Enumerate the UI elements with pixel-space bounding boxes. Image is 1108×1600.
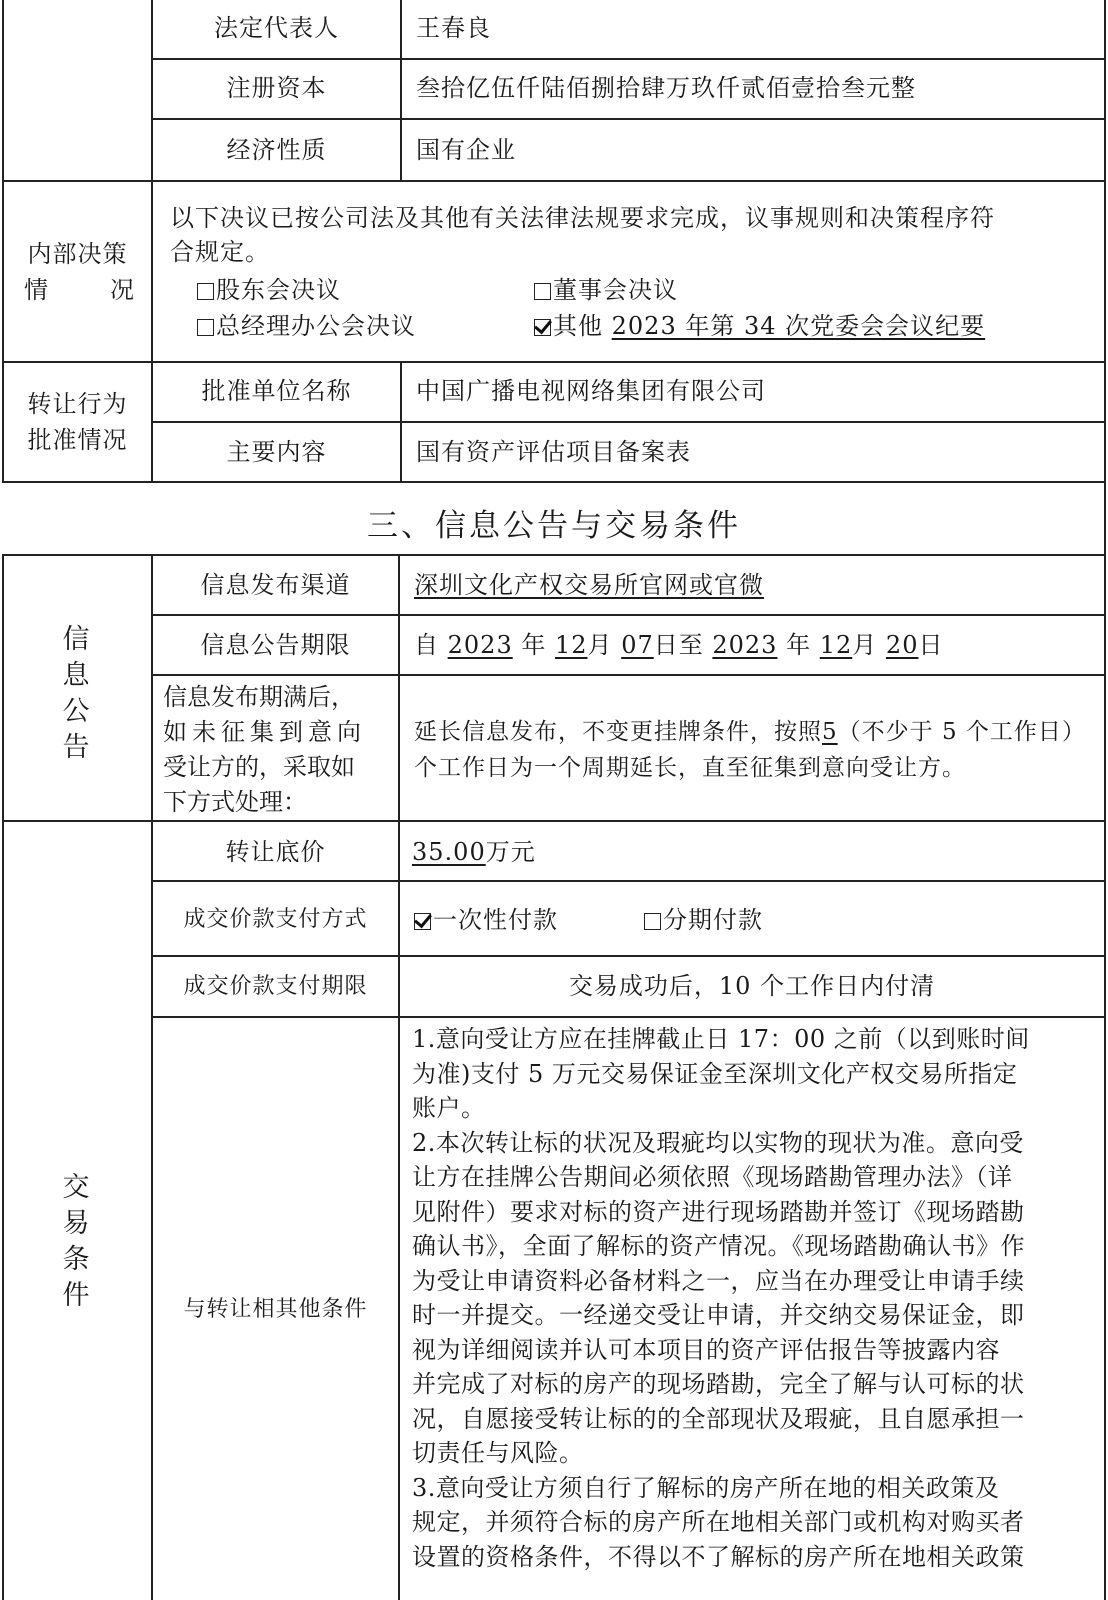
expiry-text-line2: 个工作日为一个周期延长，直至征集到意向受让方。 [414, 755, 966, 781]
trade-header: 交 易 条 件 [62, 1172, 90, 1311]
section-title: 三、信息公告与交易条件 [367, 508, 741, 544]
option-other[interactable]: 其他 2023 年第 34 次党委会会议纪要 [534, 310, 985, 342]
approval-header-1: 转让行为 [27, 390, 128, 418]
expiry-text-line1: 延长信息发布，不变更挂牌条件，按照5（不少于 5 个工作日） [414, 719, 1086, 745]
info-header: 信 息 公 告 [62, 624, 90, 763]
internal-desc-line2: 合规定。 [170, 238, 270, 266]
internal-decision-header-2: 情 况 [24, 276, 134, 304]
channel-value: 深圳文化产权交易所官网或官微 [414, 571, 764, 599]
period-label: 信息公告期限 [200, 631, 351, 659]
approval-content-value: 国有资产评估项目备案表 [416, 438, 691, 466]
internal-decision-header: 内部决策 [27, 240, 128, 268]
approval-content-label: 主要内容 [226, 438, 327, 466]
payment-once-option[interactable]: 一次性付款 [414, 904, 558, 936]
approval-header-2: 批准情况 [27, 426, 128, 454]
reg-capital-label: 注册资本 [226, 74, 327, 102]
price-value: 35.00万元 [412, 838, 536, 866]
other-decision-value: 2023 年第 34 次党委会会议纪要 [611, 312, 986, 340]
checkbox-board[interactable] [534, 283, 551, 300]
period-value: 自 2023 年 12月 07日至 2023 年 12月 20日 [414, 631, 944, 659]
approval-unit-value: 中国广播电视网络集团有限公司 [416, 377, 766, 405]
checkbox-pay-installment[interactable] [644, 913, 661, 930]
payment-deadline-label: 成交价款支付期限 [183, 974, 368, 999]
price-label: 转让底价 [225, 838, 326, 866]
payment-method-label: 成交价款支付方式 [183, 907, 368, 932]
expiry-label: 信息发布期满后， 如未征集到意向 受让方的，采取如 下方式处理： [163, 683, 366, 816]
approval-unit-label: 批准单位名称 [201, 377, 352, 405]
other-conditions-text: 1.意向受让方应在挂牌截止日 17：00 之前（以到账时间 为准)支付 5 万元交易保证金至深圳文化产权交易所指定 账户。 2.本次转让标的状况及瑕疵均以实物的现状为准。意向受 让方在挂牌公告期间必须依照《现场踏勘管理办法》（详 见附件）要求对标的资产进行现场踏勘并签订《现场踏勘 确认书》，全面了解标的资产情况。《现场踏勘确认书》作 为受让申请资料必备材料之一，应当在办理受让申请手续 时一并提交。一经递交受让申请，并交纳交易保证金，即 视为详细阅读并认可本项目的资产评估报告等披露内容 并完成了对标的房产的现场踏勘，完全了解与认可标的状 况，自愿接受转让标的的全部现状及瑕疵，且自愿承担一 切责任与风险。 3.意向受让方须自行了解标的房产所在地的相关政策及 规定，并须符合标的房产所在地相关部门或机构对购买者 设置的资格条件，不得以不了解标的房产所在地相关政策 [412, 1025, 1030, 1571]
checkbox-pay-once-checked[interactable] [414, 913, 431, 930]
econ-nature-value: 国有企业 [416, 136, 516, 164]
other-conditions-label: 与转让相其他条件 [183, 1297, 368, 1322]
legal-rep-value: 王春良 [416, 14, 491, 42]
payment-installment-option[interactable]: 分期付款 [644, 904, 763, 936]
checkbox-other-checked[interactable] [534, 319, 551, 336]
legal-rep-label: 法定代表人 [214, 14, 339, 42]
internal-desc-line1: 以下决议已按公司法及其他有关法律法规要求完成，议事规则和决策程序符 [170, 204, 995, 232]
channel-label: 信息发布渠道 [200, 571, 351, 599]
option-board[interactable]: 董事会决议 [534, 274, 678, 306]
option-gm[interactable]: 总经理办公会决议 [197, 310, 416, 342]
payment-deadline-value: 交易成功后，10 个工作日内付清 [568, 972, 936, 1000]
econ-nature-label: 经济性质 [226, 136, 327, 164]
option-shareholders[interactable]: 股东会决议 [197, 274, 341, 306]
checkbox-shareholders[interactable] [197, 283, 214, 300]
reg-capital-value: 叁拾亿伍仟陆佰捌拾肆万玖仟贰佰壹拾叁元整 [416, 74, 916, 102]
checkbox-gm[interactable] [197, 319, 214, 336]
